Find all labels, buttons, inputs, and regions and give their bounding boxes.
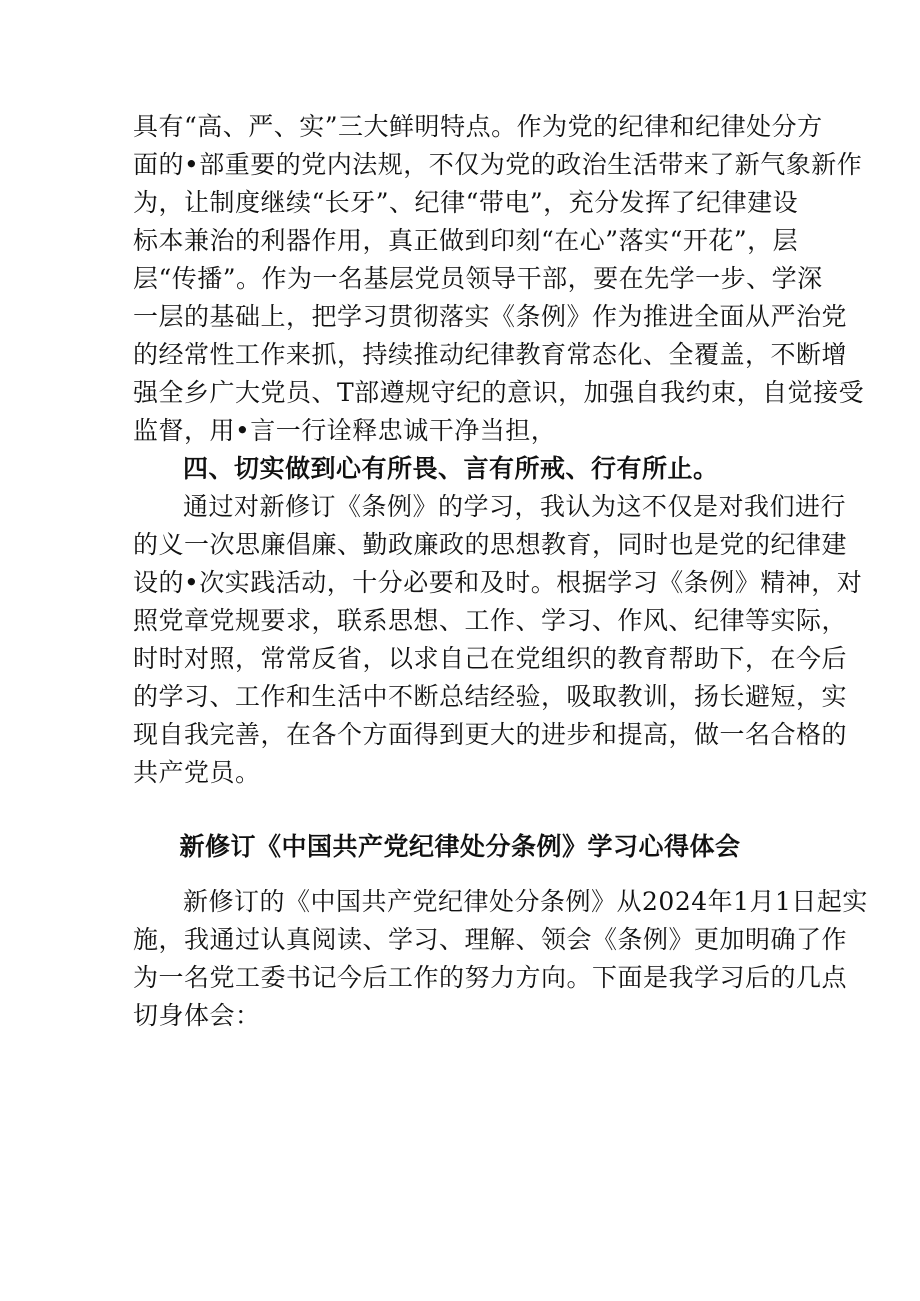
- article-title: 新修订《中国共产党纪律处分条例》学习心得体会: [179, 832, 741, 861]
- paragraph-line: 一层的基础上，把学习贯彻落实《条例》作为推进全面从严治党: [133, 302, 848, 331]
- paragraph-line: 的经常性工作来抓，持续推动纪律教育常态化、全覆盖，不断增: [133, 340, 848, 369]
- paragraph-line: 标本兼治的利器作用，真正做到印刻“在心”落实“开花”，层: [133, 226, 799, 255]
- paragraph-line: 的学习、工作和生活中不断总结经验，吸取教训，扬长避短，实: [133, 682, 848, 711]
- paragraph-line: 时时对照，常常反省，以求自己在党组织的教育帮助下，在今后: [133, 644, 848, 673]
- paragraph-line: 具有“高、严、实”三大鲜明特点。作为党的纪律和纪律处分方: [133, 112, 823, 141]
- paragraph-line: 共产党员。: [133, 758, 261, 787]
- paragraph-line: 施，我通过认真阅读、学习、理解、领会《条例》更加明确了作: [133, 925, 848, 954]
- paragraph-line: 为一名党工委书记今后工作的努力方向。下面是我学习后的几点: [133, 963, 848, 992]
- paragraph-line: 通过对新修订《条例》的学习，我认为这不仅是对我们进行: [183, 492, 847, 521]
- paragraph-line: 的义一次思廉倡廉、勤政廉政的思想教育，同时也是党的纪律建: [133, 530, 848, 559]
- paragraph-line: 照党章党规要求，联系思想、工作、学习、作风、纪律等实际，: [133, 606, 848, 635]
- paragraph-line: 新修订的《中国共产党纪律处分条例》从2024年1月1日起实: [183, 887, 868, 916]
- paragraph-line: 设的•次实践活动，十分必要和及时。根据学习《条例》精神，对: [133, 568, 863, 597]
- paragraph-line: 现自我完善，在各个方面得到更大的进步和提高，做一名合格的: [133, 720, 848, 749]
- paragraph-line: 切身体会：: [133, 1001, 261, 1030]
- section-heading: 四、切实做到心有所畏、言有所戒、行有所止。: [183, 454, 719, 483]
- paragraph-line: 强全乡广大党员、T部遵规守纪的意识，加强自我约束，自觉接受: [133, 378, 865, 407]
- paragraph-line: 为，让制度继续“长牙”、纪律“带电”，充分发挥了纪律建设: [133, 188, 799, 217]
- paragraph-line: 层“传播”。作为一名基层党员领导干部，要在先学一步、学深: [133, 264, 823, 293]
- paragraph-line: 监督，用•言一行诠释忠诚干净当担，: [133, 416, 557, 445]
- paragraph-line: 面的•部重要的党内法规，不仅为党的政治生活带来了新气象新作: [133, 150, 863, 179]
